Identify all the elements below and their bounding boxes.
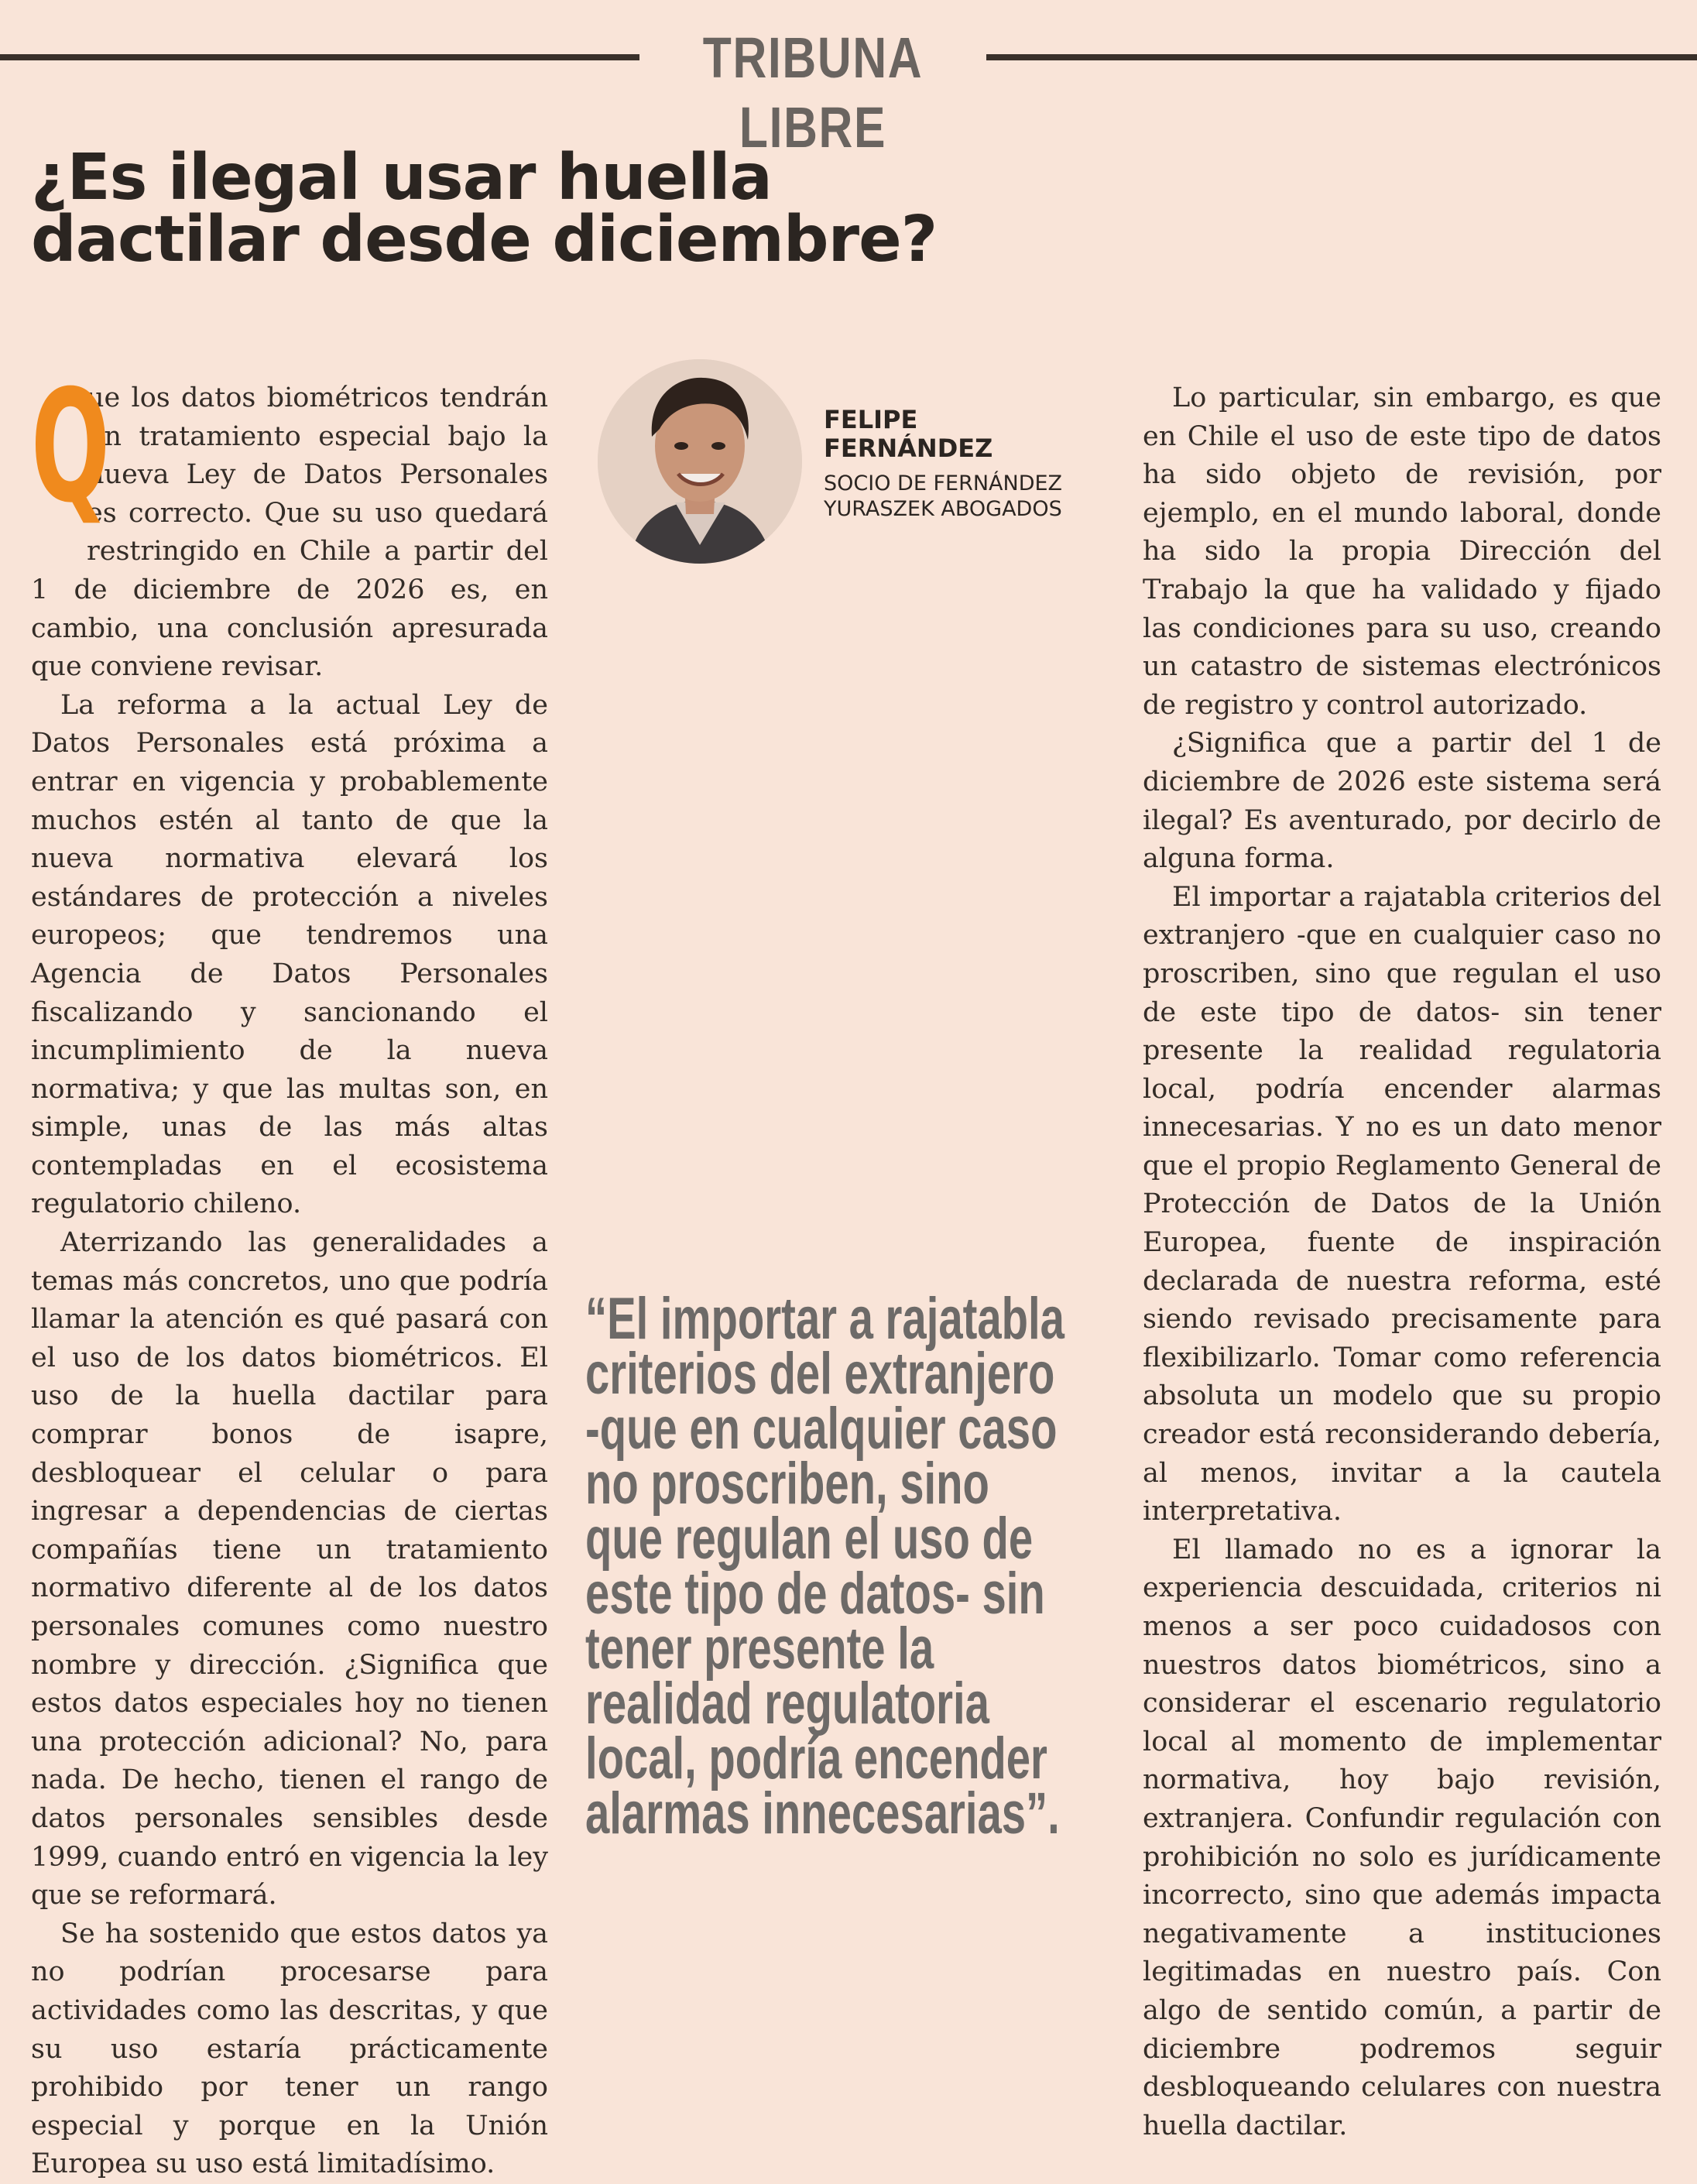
article-paragraph-5: Lo particular, sin embargo, es que en Chile el uso de este tipo de datos ha sido objeto de revisión, por ejemplo, en el mundo laboral, donde ha sido la propia Dirección del Trabajo la que ha validado y fijado las condiciones para su uso, creando un catastro de sistemas electrónicos de registro y control autorizado. bbox=[1143, 382, 1661, 721]
header-rule-left bbox=[0, 54, 639, 60]
section-header bbox=[0, 23, 1697, 159]
article-column-left bbox=[31, 357, 548, 2184]
article-paragraph-2: La reforma a la actual Ley de Datos Personales está próxima a entrar en vigencia y probablemente muchos estén al tanto de que la nueva normativa elevará los estándares de protección a niveles europeos; que tendremos una Agencia de Datos Personales fiscalizando y sancionando el incumplimiento de la nueva normativa; y que las multas son, en simple, unas de las más altas contempladas en el ecosistema regulatorio chileno. bbox=[31, 689, 548, 1220]
article-headline: ¿Es ilegal usar huella dactilar desde diciembre? bbox=[31, 141, 938, 276]
author-role: SOCIO DE FERNÁNDEZ YURASZEK ABOGADOS bbox=[824, 471, 1063, 521]
paragraph-1-text: ue los datos biométricos tendrán un tratamiento especial bajo la nueva Ley de Datos Personales es correcto. Que su uso quedará restringido en Chile a partir del 1 de diciembre de 2026 es, en cambio, una conclusión apresurada que conviene revisar. bbox=[31, 382, 548, 683]
article-paragraph-1 bbox=[31, 357, 548, 687]
article-paragraph-8: El llamado no es a ignorar la experiencia descuidada, criterios ni menos a ser poco cuidadosos con nuestros datos biométricos, sino a considerar el escenario regulatorio local al momento de implementar normativa, hoy bajo revisión, extranjera. Confundir regulación con prohibición no solo es jurídicamente incorrecto, sino que además impacta negativamente a instituciones legitimadas en nuestro país. Con algo de sentido común, a partir de diciembre podremos seguir desbloqueando celulares con nuestra huella dactilar. bbox=[1143, 1534, 1661, 2141]
header-rule-right bbox=[986, 54, 1697, 60]
author-photo bbox=[598, 359, 802, 564]
article-column-right bbox=[1143, 379, 1661, 2145]
pull-quote: “El importar a rajatabla criterios del extranjero -que en cualquier caso no proscriben, sino que regulan el uso de este tipo de datos- sin tener presente la realidad regulatoria local, podría encender alarmas innecesarias”. bbox=[585, 1286, 1064, 1846]
article-paragraph-6: ¿Significa que a partir del 1 de diciembre de 2026 este sistema será ilegal? Es aventurado, por decirlo de alguna forma. bbox=[1143, 728, 1661, 875]
section-title: TRIBUNA LIBRE bbox=[702, 26, 924, 159]
author-name: FELIPE FERNÁNDEZ bbox=[824, 405, 993, 463]
drop-cap: Q bbox=[31, 357, 111, 537]
article-paragraph-4: Se ha sostenido que estos datos ya no podrían procesarse para actividades como las descritas, y que su uso estaría prácticamente prohibido por tener un rango especial y porque en la Unión Europea su uso está limitadísimo. bbox=[31, 1918, 548, 2180]
article-paragraph-3: Aterrizando las generalidades a temas más concretos, uno que podría llamar la atención es qué pasará con el uso de los datos biométricos. El uso de la huella dactilar para comprar bonos de isapre, desbloquear el celular o para ingresar a dependencias de ciertas compañías tiene un tratamiento normativo diferente al de los datos personales comunes como nuestro nombre y dirección. ¿Significa que estos datos especiales hoy no tienen una protección adicional? No, para nada. De hecho, tienen el rango de datos personales sensibles desde 1999, cuando entró en vigencia la ley que se reformará. bbox=[31, 1227, 548, 1911]
author-portrait-icon bbox=[598, 359, 802, 564]
article-paragraph-7: El importar a rajatabla criterios del extranjero -que en cualquier caso no proscriben, sino que regulan el uso de este tipo de datos- sin tener presente la realidad regulatoria local, podría encender alarmas innecesarias. Y no es un dato menor que el propio Reglamento General de Protección de Datos de la Unión Europea, fuente de inspiración declarada de nuestra reforma, esté siendo revisado precisamente para flexibilizarlo. Tomar como referencia absoluta un modelo que su propio creador está reconsiderando debería, al menos, invitar a la cautela interpretativa. bbox=[1143, 881, 1661, 1527]
